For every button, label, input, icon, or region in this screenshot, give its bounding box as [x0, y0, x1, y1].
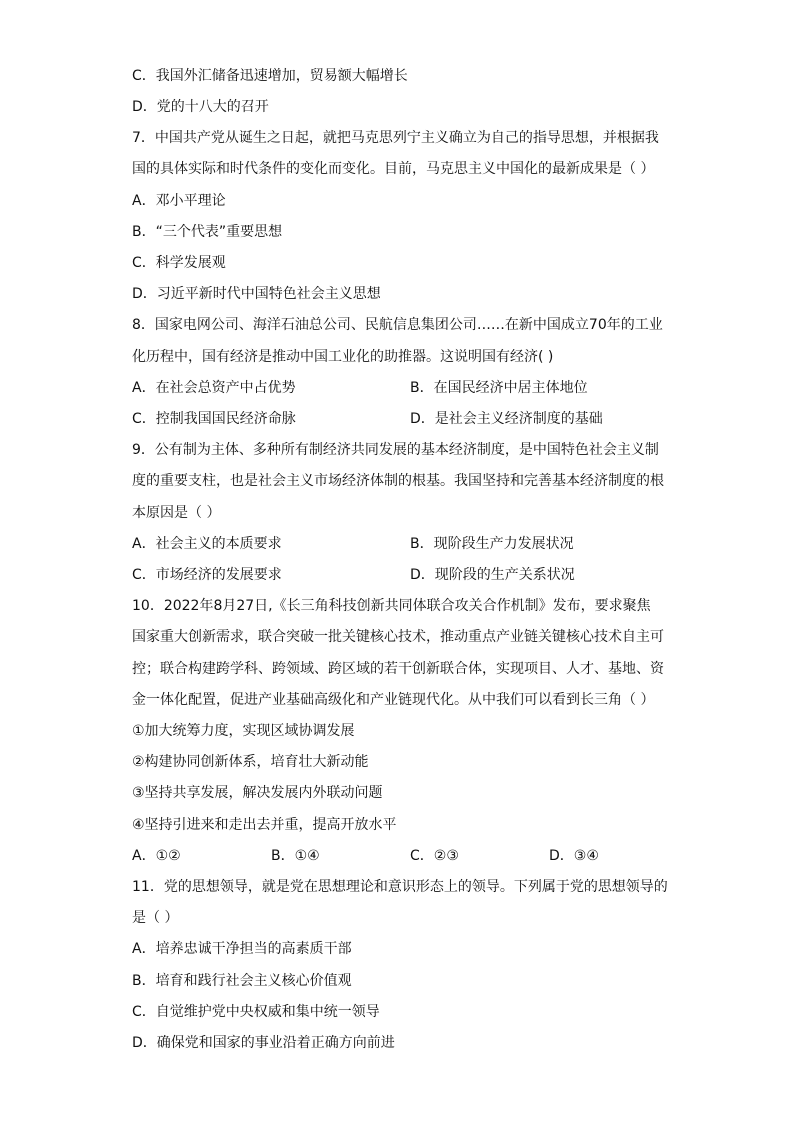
q7-option-b: B．“三个代表”重要思想	[132, 224, 283, 240]
q8-option-d: D．是社会主义经济制度的基础	[410, 411, 603, 427]
q8-option-a: A．在社会总资产中占优势	[132, 380, 296, 396]
q10-stem-line2: 国家重大创新需求，联合突破一批关键核心技术，推动重点产业链关键核心技术自主可	[132, 629, 664, 645]
q9-stem-line3: 本原因是（ ）	[132, 505, 221, 521]
q10-item-1: ①加大统筹力度，实现区域协调发展	[132, 723, 355, 739]
q11-option-c: C．自觉维护党中央权威和集中统一领导	[132, 1004, 380, 1020]
q7-option-a: A．邓小平理论	[132, 193, 226, 209]
q8-option-c: C．控制我国国民经济命脉	[132, 411, 296, 427]
q8-stem-line2: 化历程中，国有经济是推动中国工业化的助推器。这说明国有经济( )	[132, 349, 554, 365]
q7-option-d: D．习近平新时代中国特色社会主义思想	[132, 286, 381, 302]
q6-option-c: C．我国外汇储备迅速增加，贸易额大幅增长	[132, 68, 408, 84]
q10-stem-line4: 金一体化配置，促进产业基础高级化和产业链现代化。从中我们可以看到长三角（ ）	[132, 692, 655, 708]
q9-option-d: D．现阶段的生产关系状况	[410, 567, 575, 583]
q11-stem-line1: 11．党的思想领导，就是党在思想理论和意识形态上的领导。下列属于党的思想领导的	[132, 879, 668, 895]
q10-stem-line1: 10．2022年8月27日,《长三角科技创新共同体联合攻关合作机制》发布，要求聚焦	[132, 598, 651, 614]
q10-stem-line3: 控；联合构建跨学科、跨领域、跨区域的若干创新联合体，实现项目、人才、基地、资	[132, 661, 664, 677]
q10-item-3: ③坚持共享发展，解决发展内外联动问题	[132, 785, 383, 801]
q9-stem-line1: 9．公有制为主体、多种所有制经济共同发展的基本经济制度，是中国特色社会主义制	[132, 442, 659, 458]
q11-option-b: B．培育和践行社会主义核心价值观	[132, 973, 352, 989]
q10-option-c: C．②③	[410, 848, 459, 864]
q11-option-d: D．确保党和国家的事业沿着正确方向前进	[132, 1035, 395, 1051]
q9-option-c: C．市场经济的发展要求	[132, 567, 282, 583]
q6-option-d: D．党的十八大的召开	[132, 99, 269, 115]
q7-stem-line2: 国的具体实际和时代条件的变化而变化。目前，马克思主义中国化的最新成果是（ ）	[132, 161, 655, 177]
q11-option-a: A．培养忠诚干净担当的高素质干部	[132, 941, 352, 957]
q7-stem-line1: 7．中国共产党从诞生之日起，就把马克思列宁主义确立为自己的指导思想，并根据我	[132, 130, 659, 146]
q10-option-d: D．③④	[549, 848, 599, 864]
q9-stem-line2: 度的重要支柱，也是社会主义市场经济体制的根基。我国坚持和完善基本经济制度的根	[132, 473, 664, 489]
q9-option-a: A．社会主义的本质要求	[132, 536, 282, 552]
q8-option-b: B．在国民经济中居主体地位	[410, 380, 588, 396]
q10-option-b: B．①④	[271, 848, 320, 864]
q10-item-2: ②构建协同创新体系，培育壮大新动能	[132, 754, 369, 770]
q11-stem-line2: 是（ ）	[132, 910, 179, 926]
q8-stem-line1: 8．国家电网公司、海洋石油总公司、民航信息集团公司……在新中国成立70年的工业	[132, 317, 663, 333]
q10-item-4: ④坚持引进来和走出去并重，提高开放水平	[132, 817, 397, 833]
q7-option-c: C．科学发展观	[132, 255, 226, 271]
q9-option-b: B．现阶段生产力发展状况	[410, 536, 574, 552]
q10-option-a: A．①②	[132, 848, 181, 864]
